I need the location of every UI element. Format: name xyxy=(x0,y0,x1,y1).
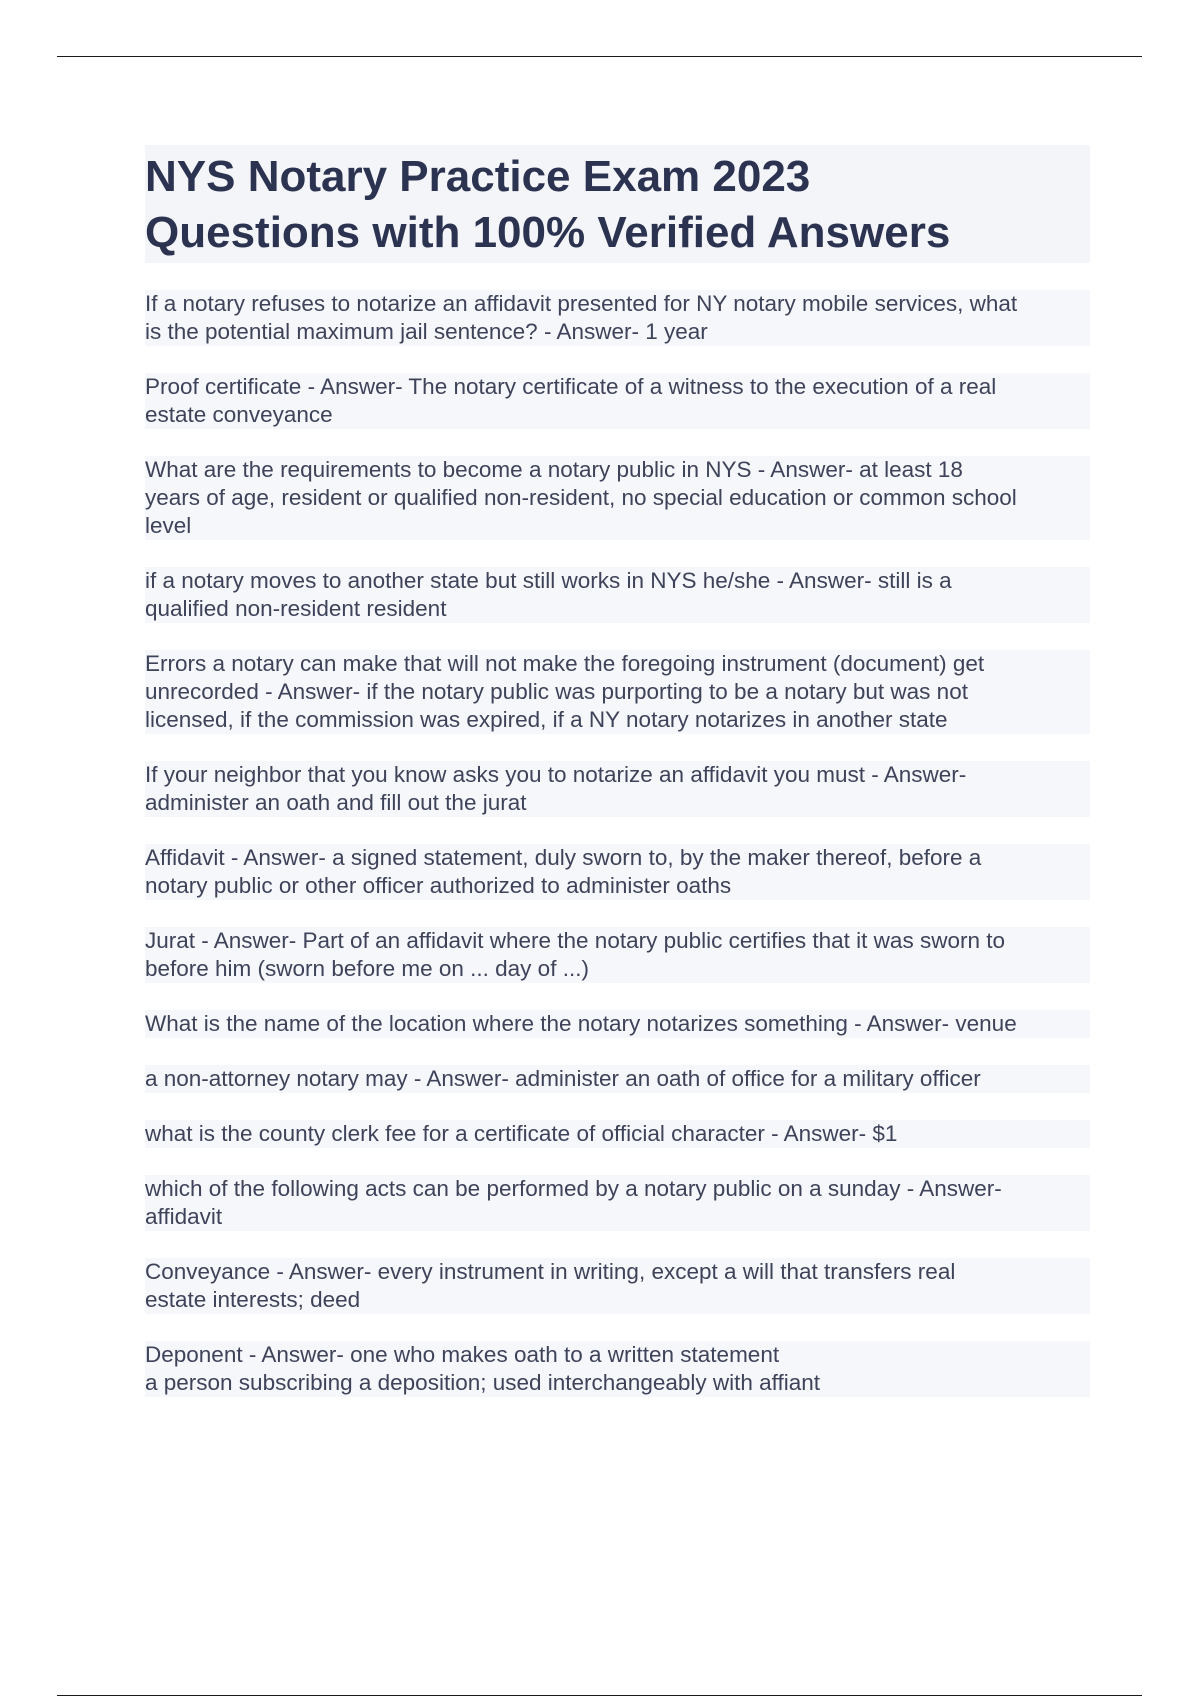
qa-item: What is the name of the location where the notary notarizes something - Answer- venue xyxy=(145,1010,1090,1038)
qa-item: Deponent - Answer- one who makes oath to a written statement a person subscribing a deposition; used interchangeably with affiant xyxy=(145,1341,1090,1397)
qa-item: Errors a notary can make that will not make the foregoing instrument (document) get unrecorded - Answer- if the notary public was purporting to be a notary but was not licensed, if the commission was expired, if a NY notary notarizes in another state xyxy=(145,650,1090,734)
title-block xyxy=(145,145,1090,263)
qa-item: a non-attorney notary may - Answer- administer an oath of office for a military officer xyxy=(145,1065,1090,1093)
qa-item: What are the requirements to become a notary public in NYS - Answer- at least 18 years of age, resident or qualified non-resident, no special education or common school level xyxy=(145,456,1090,540)
qa-item: if a notary moves to another state but still works in NYS he/she - Answer- still is a qualified non-resident resident xyxy=(145,567,1090,623)
qa-list xyxy=(145,290,1090,1397)
document-content xyxy=(145,145,1090,1424)
qa-item: If a notary refuses to notarize an affidavit presented for NY notary mobile services, what is the potential maximum jail sentence? - Answer- 1 year xyxy=(145,290,1090,346)
qa-item: Affidavit - Answer- a signed statement, duly sworn to, by the maker thereof, before a notary public or other officer authorized to administer oaths xyxy=(145,844,1090,900)
top-rule xyxy=(57,56,1142,57)
qa-item: Conveyance - Answer- every instrument in writing, except a will that transfers real estate interests; deed xyxy=(145,1258,1090,1314)
qa-item: Proof certificate - Answer- The notary certificate of a witness to the execution of a real estate conveyance xyxy=(145,373,1090,429)
qa-item: which of the following acts can be performed by a notary public on a sunday - Answer- affidavit xyxy=(145,1175,1090,1231)
qa-item: Jurat - Answer- Part of an affidavit where the notary public certifies that it was sworn to before him (sworn before me on ... day of ...) xyxy=(145,927,1090,983)
qa-item: what is the county clerk fee for a certificate of official character - Answer- $1 xyxy=(145,1120,1090,1148)
bottom-rule xyxy=(57,1695,1142,1696)
document-title: NYS Notary Practice Exam 2023 Questions with 100% Verified Answers xyxy=(145,152,951,257)
qa-item: If your neighbor that you know asks you to notarize an affidavit you must - Answer- administer an oath and fill out the jurat xyxy=(145,761,1090,817)
